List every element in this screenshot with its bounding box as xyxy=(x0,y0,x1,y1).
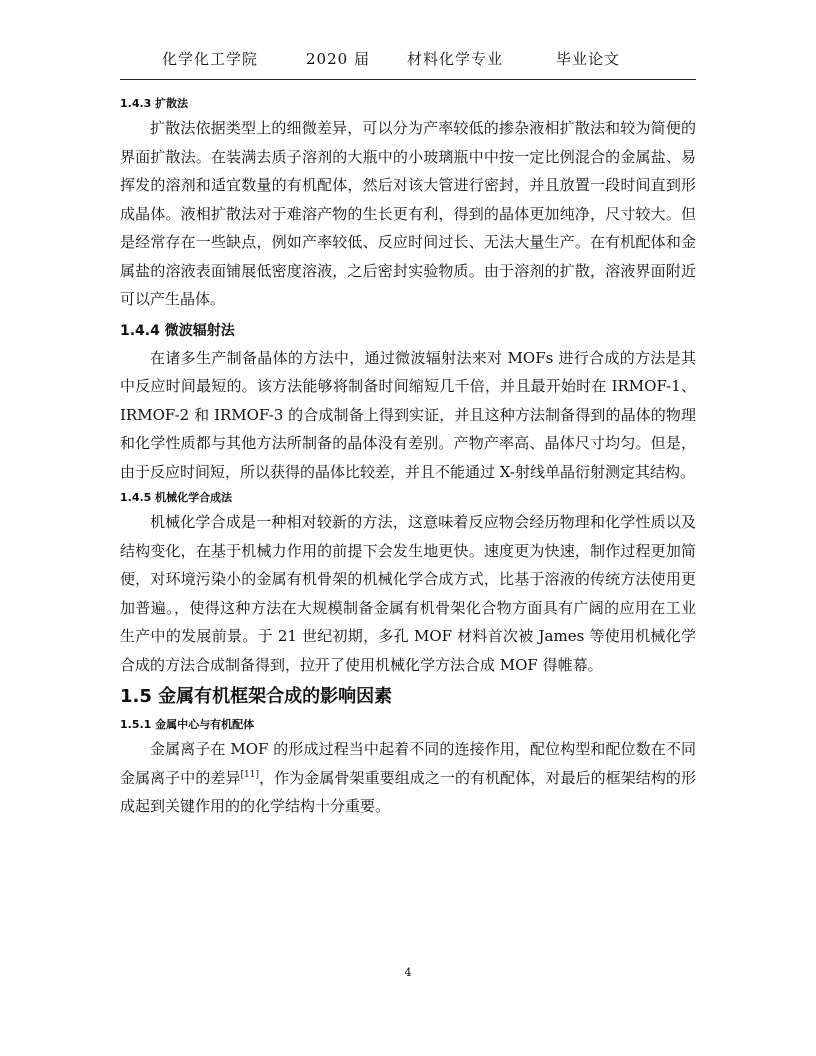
header-school: 化学化工学院 xyxy=(162,50,259,68)
header-year: 2020 届 xyxy=(306,50,370,68)
heading-1-4-4: 1.4.4 微波辐射法 xyxy=(120,322,235,339)
page-header xyxy=(120,48,696,70)
paragraph-text-before-ref: 金属离子在 MOF 的形成过程当中起着不同的连接作用，配位构型和配位数在不同金属离子中的差异 xyxy=(120,740,696,787)
header-rule xyxy=(120,79,696,80)
paragraph-text-after-ref: ，作为金属骨架重要组成之一的有机配体，对最后的框架结构的形成起到关键作用的的化学结构十分重要。 xyxy=(120,768,696,815)
paragraph-diffusion-method: 扩散法依据类型上的细微差异，可以分为产率较低的掺杂液相扩散法和较为简便的界面扩散法。在装满去质子溶剂的大瓶中的小玻璃瓶中中按一定比例混合的金属盐、易挥发的溶剂和适宜数量的有机配体，然后对该大管进行密封，并且放置一段时间直到形成晶体。液相扩散法对于难溶产物的生长更有利，得到的晶体更加纯净，尺寸较大。但是经常存在一些缺点，例如产率较低、反应时间过长、无法大量生产。在有机配体和金属盐的溶液表面铺展低密度溶液，之后密封实验物质。由于溶剂的扩散，溶液界面附近可以产生晶体。 xyxy=(120,119,696,308)
page-number: 4 xyxy=(404,966,412,979)
heading-1-4-5: 1.4.5 机械化学合成法 xyxy=(120,491,233,504)
paragraph-microwave-method: 在诸多生产制备晶体的方法中，通过微波辐射法来对 MOFs 进行合成的方法是其中反应时间最短的。该方法能够将制备时间缩短几千倍，并且最开始时在 IRMOF-1、IRMOF-2 和 IRMOF-3 的合成制备上得到实证，并且这种方法制备得到的晶体的物理和化学性质都与其他方法所制备的晶体没有差别。产物产率高、晶体尺寸均匀。但是，由于反应时间短，所以获得的晶体比较差，并且不能通过 X-射线单晶衍射测定其结构。 xyxy=(120,348,696,481)
heading-1-5: 1.5 金属有机框架合成的影响因素 xyxy=(120,686,393,707)
page-body xyxy=(120,92,696,821)
heading-1-5-1: 1.5.1 金属中心与有机配体 xyxy=(120,718,255,731)
heading-1-4-3: 1.4.3 扩散法 xyxy=(120,97,189,110)
header-major: 材料化学专业 xyxy=(407,50,504,68)
paragraph-metal-center-ligand xyxy=(120,735,696,821)
header-doc-type: 毕业论文 xyxy=(556,50,621,68)
citation-ref[interactable]: [11] xyxy=(240,769,260,780)
paragraph-mechanochemical-method: 机械化学合成是一种相对较新的方法，这意味着反应物会经历物理和化学性质以及结构变化，在基于机械力作用的前提下会发生地更快。速度更为快速，制作过程更加简便，对环境污染小的金属有机骨架的机械化学合成方式，比基于溶液的传统方法使用更加普遍。，使得这种方法在大规模制备金属有机骨架化合物方面具有广阔的应用在工业生产中的发展前景。于 21 世纪初期，多孔 MOF 材料首次被 James 等使用机械化学合成的方法合成制备得到，拉开了使用机械化学方法合成 MOF 得帷幕。 xyxy=(120,513,696,674)
